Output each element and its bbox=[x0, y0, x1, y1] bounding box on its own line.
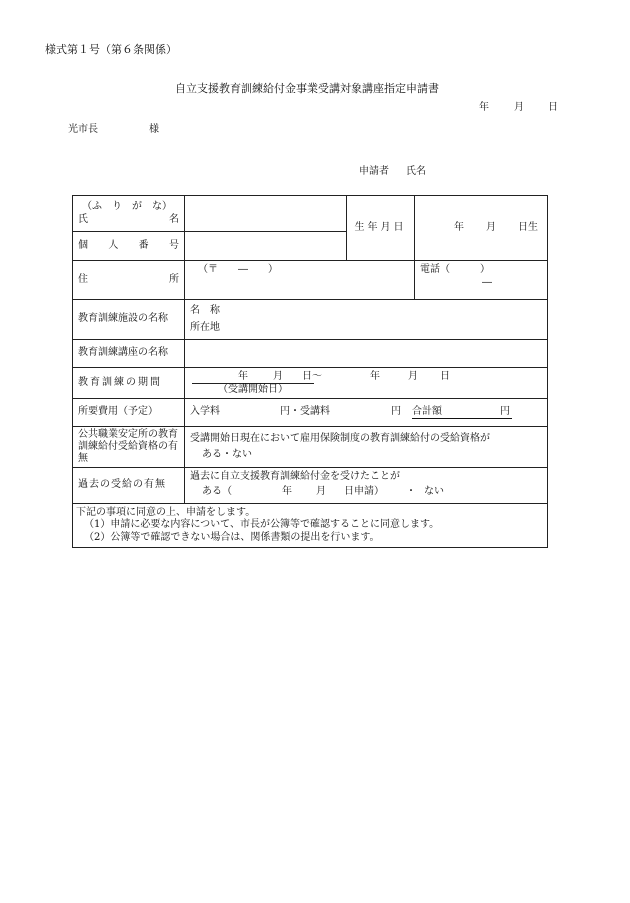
name-row bbox=[73, 196, 548, 232]
name-label-cell bbox=[73, 196, 185, 232]
cost-input-cell[interactable] bbox=[185, 399, 548, 427]
consent-item-2: （2）公簿等で確認できない場合は、関係書類の提出を行います。 bbox=[84, 531, 380, 543]
form-title: 自立支援教育訓練給付金事業受講対象講座指定申請書 bbox=[175, 82, 439, 95]
birthdate-label: 生年月日 bbox=[347, 196, 415, 261]
cost-admission-label: 入学料 bbox=[190, 405, 220, 417]
form-number: 様式第１号（第６条関係） bbox=[45, 43, 177, 56]
period-input-cell[interactable] bbox=[185, 368, 548, 399]
course-label: 教育訓練講座の名称 bbox=[73, 340, 185, 368]
past-month-label: 月 bbox=[316, 485, 326, 497]
course-row bbox=[73, 340, 548, 368]
furigana-label: （ふ り が な） bbox=[82, 201, 172, 212]
applicant-label: 申請者 bbox=[359, 166, 389, 177]
cost-row bbox=[73, 399, 548, 427]
phone-dash: ― bbox=[482, 276, 492, 288]
past-day-label: 日申請） bbox=[344, 485, 384, 497]
past-row bbox=[73, 468, 548, 504]
period-note: （受講開始日） bbox=[218, 384, 288, 395]
date-month-label: 月 bbox=[514, 102, 524, 113]
past-input-cell[interactable] bbox=[185, 468, 548, 504]
facility-location-label: 所在地 bbox=[190, 321, 220, 333]
eligibility-row bbox=[73, 427, 548, 468]
birth-day-label: 日生 bbox=[518, 221, 538, 233]
eligibility-text: 受講開始日現在において雇用保険制度の教育訓練給付の受給資格が bbox=[190, 433, 490, 444]
period-start-day: 日～ bbox=[302, 371, 322, 382]
period-end-year: 年 bbox=[370, 371, 380, 382]
date-year-label: 年 bbox=[479, 102, 489, 113]
addressee-office: 光市長 bbox=[68, 124, 98, 135]
past-text: 過去に自立支援教育訓練給付金を受けたことが bbox=[190, 471, 400, 483]
facility-label: 教育訓練施設の名称 bbox=[73, 300, 185, 340]
date-day-label: 日 bbox=[548, 102, 558, 113]
course-input-cell[interactable] bbox=[185, 340, 548, 368]
consent-cell bbox=[73, 504, 548, 548]
past-nai[interactable]: ない bbox=[424, 485, 444, 497]
eligibility-choice[interactable]: ある・ない bbox=[202, 448, 252, 460]
name-input-cell[interactable] bbox=[185, 196, 347, 232]
past-label: 過去の受給の有無 bbox=[73, 468, 185, 504]
address-row bbox=[73, 261, 548, 300]
past-aru[interactable]: ある（ bbox=[202, 485, 232, 497]
phone-label: 電話（ ） bbox=[420, 264, 490, 275]
consent-item-1: （1）申請に必要な内容について、市長が公簿等で確認することに同意します。 bbox=[84, 519, 440, 531]
mynumber-label: 個 人 番 号 bbox=[73, 232, 185, 261]
period-label: 教育訓練の期間 bbox=[73, 368, 185, 399]
cost-total-yen: 円 bbox=[500, 405, 510, 417]
cost-tuition-yen: 円 bbox=[391, 405, 401, 417]
past-year-label: 年 bbox=[282, 485, 292, 497]
application-table bbox=[72, 195, 548, 548]
period-start-month: 月 bbox=[273, 371, 283, 382]
past-separator: ・ bbox=[406, 485, 416, 497]
cost-total-field[interactable] bbox=[412, 406, 512, 420]
birth-year-label: 年 bbox=[454, 221, 464, 233]
period-row bbox=[73, 368, 548, 399]
cost-total-label: 合計額 bbox=[412, 405, 442, 417]
facility-input-cell[interactable] bbox=[185, 300, 548, 340]
birth-month-label: 月 bbox=[486, 221, 496, 233]
birthdate-input-cell[interactable] bbox=[415, 196, 548, 261]
name-label: 氏 名 bbox=[78, 213, 179, 225]
postal-code-field: （〒 ― ） bbox=[198, 264, 278, 275]
eligibility-label: 公共職業安定所の教育訓練給付受給資格の有無 bbox=[73, 427, 185, 468]
period-start-year: 年 bbox=[238, 371, 248, 382]
address-label: 住 所 bbox=[73, 261, 185, 300]
period-end-month: 月 bbox=[408, 371, 418, 382]
cost-label: 所要費用（予定） bbox=[73, 399, 185, 427]
facility-name-label: 名 称 bbox=[190, 305, 220, 316]
eligibility-input-cell[interactable] bbox=[185, 427, 548, 468]
cost-tuition-label: 円・受講料 bbox=[280, 405, 330, 417]
applicant-name-label: 氏名 bbox=[406, 166, 426, 177]
facility-row bbox=[73, 300, 548, 340]
addressee-honorific: 様 bbox=[149, 124, 159, 135]
period-end-day: 日 bbox=[440, 371, 450, 382]
consent-intro: 下記の事項に同意の上、申請をします。 bbox=[76, 506, 256, 518]
address-input-cell[interactable] bbox=[185, 261, 415, 300]
mynumber-input-cell[interactable] bbox=[185, 232, 347, 261]
phone-cell[interactable] bbox=[415, 261, 548, 300]
consent-row bbox=[73, 504, 548, 548]
